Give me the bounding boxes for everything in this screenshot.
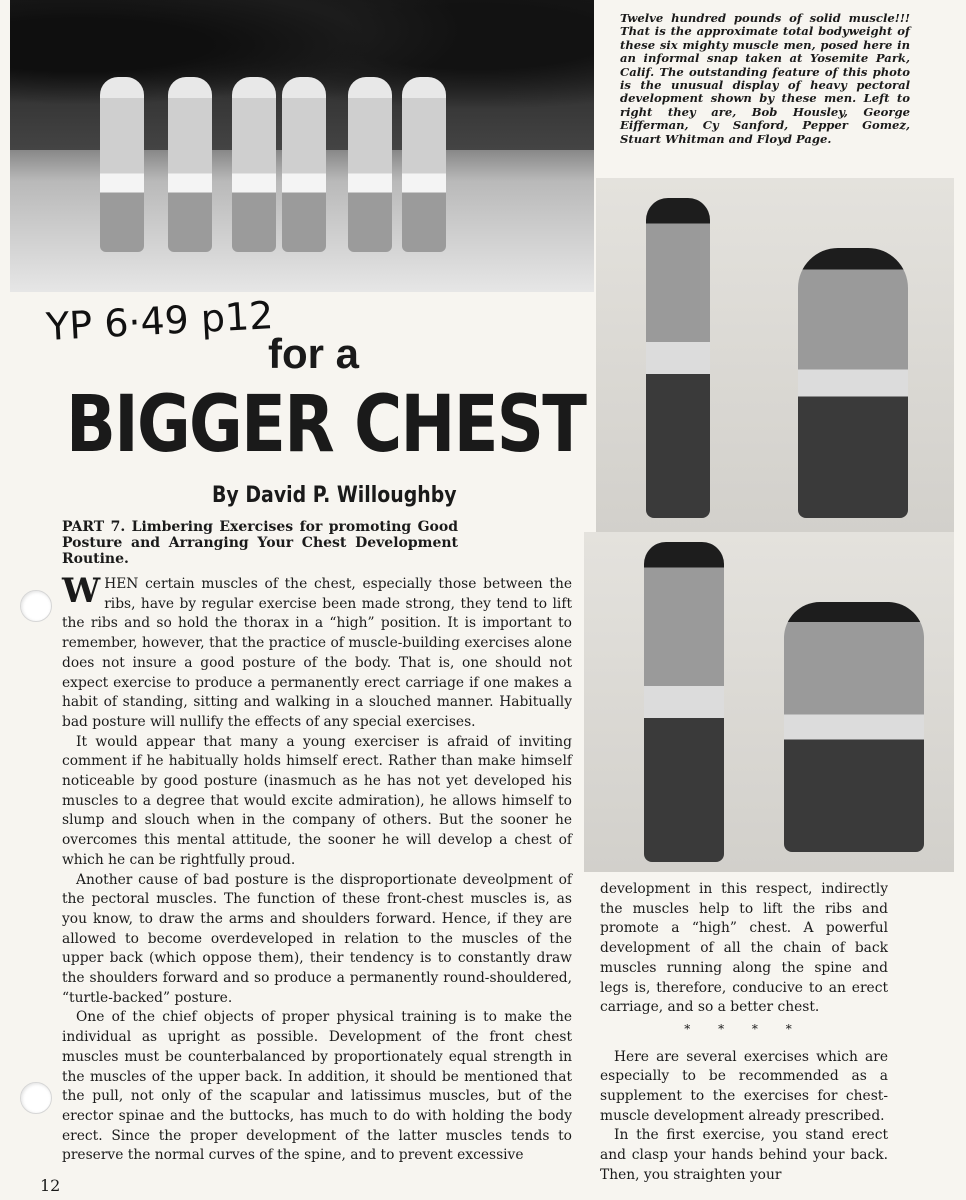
man-with-bar-figure bbox=[644, 542, 724, 862]
man-figure bbox=[168, 77, 212, 252]
paragraph: Another cause of bad posture is the disproportionate deveolpment of the pectoral muscles. The function of these front-chest muscles is, as you know, to draw the arms and shoulders forward. Hence, if they are allowed to become overdeveloped in relation to the muscles of the upper back (which oppose them), their tendency is to constantly draw the shoulders forward and so produce a permanently round-shouldered, “turtle-backed” posture. bbox=[62, 871, 572, 1006]
paragraph: It would appear that many a young exerciser is afraid of inviting comment if he habitually holds himself erect. Rather than make himself noticeable by good posture (inasmuch as he has not yet developed his muscles to a degree that would excite admiration), he allows himself to slump and slouch when in the company of others. But the sooner he overcomes this mental attitude, the sooner he will develop a chest of which he can be rightfully proud. bbox=[62, 733, 572, 868]
part-heading: PART 7. Limbering Exercises for promoting Good Posture and Arranging Your Chest Development Routine. bbox=[62, 519, 458, 567]
exercise-photo-stretch bbox=[584, 532, 954, 872]
paragraph: In the first exercise, you stand erect and clasp your hands behind your back. Then, you straighten your bbox=[600, 1127, 888, 1183]
page-number: 12 bbox=[40, 1176, 61, 1195]
man-figure bbox=[100, 77, 144, 252]
paragraph-text: HEN certain muscles of the chest, especially those between the ribs, have by regular exercise been made strong, they tend to lift the ribs and so hold the thorax in a “high” position. It is important to remember, however, that the practice of muscle-building exercises alone does not insure a good posture of the body. That is, one should not expect exercise to produce a permanently erect carriage if one makes a habit of standing, sitting and walking in a slouched manner. Habitually bad posture will nullify the effects of any special exercises. bbox=[62, 576, 572, 730]
handwritten-note: YP 6·49 p12 bbox=[45, 293, 275, 349]
byline: By David P. Willoughby bbox=[212, 483, 457, 508]
title-for-a: for a bbox=[268, 330, 360, 377]
seated-man-figure bbox=[784, 602, 924, 852]
paragraph bbox=[62, 571, 572, 733]
body-column-left bbox=[62, 571, 572, 1166]
group-photo bbox=[10, 0, 594, 292]
photo-caption: Twelve hundred pounds of solid muscle!!! That is the approximate total bodyweight of these six mighty muscle men, posed here in an informal snap taken at Yosemite Park, Calif. The outstanding feature of this photo is the unusual display of heavy pectoral development shown by these men. Left to right they are, Bob Housley, George Eifferman, Cy Sanford, Pepper Gomez, Stuart Whitman and Floyd Page. bbox=[620, 11, 910, 146]
section-divider: * * * * bbox=[684, 1021, 804, 1036]
man-figure bbox=[402, 77, 446, 252]
standing-man-figure bbox=[646, 198, 710, 518]
man-figure bbox=[232, 77, 276, 252]
punch-hole-bottom bbox=[20, 1082, 52, 1114]
man-figure bbox=[282, 77, 326, 252]
body-column-right bbox=[600, 880, 888, 1186]
paragraph: Here are several exercises which are especially to be recommended as a supplement to the exercises for chest-muscle development already prescribed. bbox=[600, 1048, 888, 1124]
paragraph: development in this respect, indirectly the muscles help to lift the ribs and promote a “high” chest. A powerful development of all the chain of back muscles running along the spine and legs is, therefore, conducive to an erect carriage, and so a better chest. bbox=[600, 881, 888, 1016]
bending-man-figure bbox=[798, 248, 908, 518]
article-title: BIGGER CHEST bbox=[66, 380, 586, 470]
exercise-photo-posture bbox=[596, 178, 954, 535]
drop-cap: W bbox=[62, 571, 101, 611]
man-figure bbox=[348, 77, 392, 252]
punch-hole-middle bbox=[20, 590, 52, 622]
paragraph: One of the chief objects of proper physical training is to make the individual as upright as possible. Development of the front chest muscles must be counterbalanced by proportionately equal strength in the muscles of the upper back. In addition, it should be mentioned that the pull, not only of the scapular and latissimus muscles, but of the erector spinae and the buttocks, has much to do with holding the body erect. Since the proper development of the latter muscles tends to preserve the normal curves of the spine, and to prevent excessive bbox=[62, 1009, 572, 1164]
